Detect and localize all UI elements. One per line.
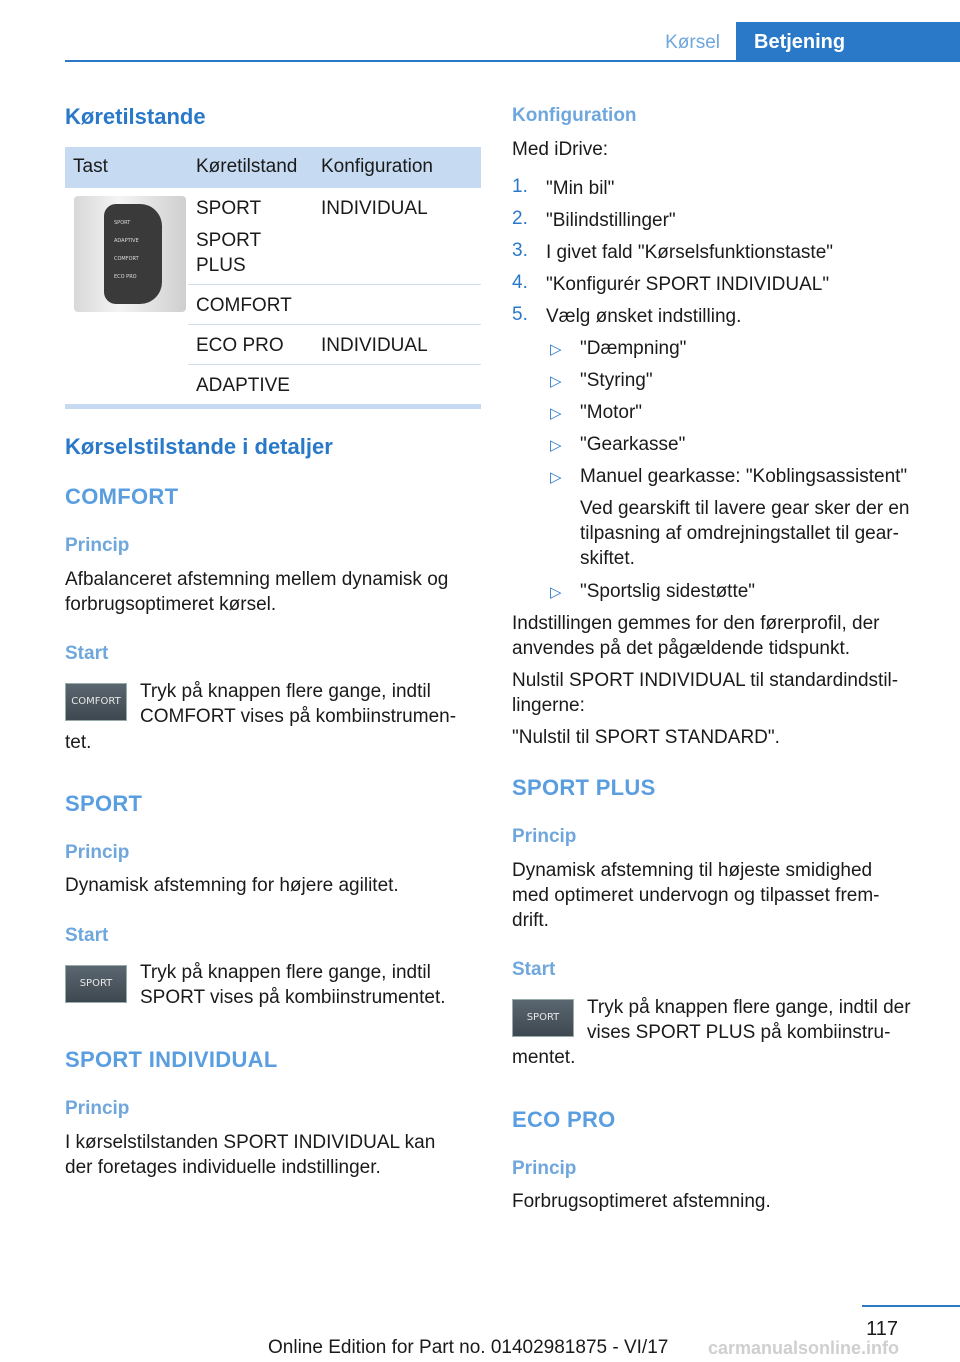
- table-row-divider: [188, 364, 481, 365]
- sport-plus-princip-heading: Princip: [512, 826, 577, 847]
- table-cell-mode-sport: SPORT: [196, 198, 262, 219]
- sport-button-image: [65, 965, 127, 1003]
- bullet-note-line3: skiftet.: [580, 548, 635, 569]
- config-heading: Konfiguration: [512, 105, 637, 126]
- sport-princip-text: Dynamisk afstemning for højere agilitet.: [65, 875, 399, 896]
- eco-pro-princip-heading: Princip: [512, 1158, 577, 1179]
- step-text: "Bilindstillinger": [546, 210, 676, 231]
- sport-start-line1: Tryk på knappen flere gange, indtil: [140, 962, 431, 983]
- step-number: 2.: [512, 208, 528, 229]
- sport-plus-princip-line1: Dynamisk afstemning til højeste smidighed: [512, 860, 873, 881]
- saved-line2: anvendes på det pågældende tidspunkt.: [512, 638, 851, 659]
- sport-princip-heading: Princip: [65, 842, 130, 863]
- step-number: 1.: [512, 176, 528, 197]
- bullet-triangle-icon: ▷: [550, 341, 562, 358]
- comfort-heading: COMFORT: [65, 484, 179, 509]
- col-header-mode: Køretilstand: [196, 156, 298, 177]
- switch-label-comfort: COMFORT: [114, 256, 139, 262]
- sport-individual-princip-line1: I kørselstilstanden SPORT INDIVIDUAL kan: [65, 1132, 436, 1153]
- col-header-config: Konfiguration: [321, 156, 433, 177]
- sport-individual-princip-line2: der foretages individuelle indstillinger.: [65, 1157, 381, 1178]
- comfort-button-image: [65, 683, 127, 721]
- page-number: 117: [866, 1318, 898, 1340]
- sport-start-line2: SPORT vises på kombiinstrumentet.: [140, 987, 446, 1008]
- sport-plus-button-image: [512, 999, 574, 1037]
- sport-plus-start-line2: vises SPORT PLUS på kombiinstru-: [587, 1022, 891, 1043]
- modes-table-header: [65, 147, 481, 188]
- header-chapter-tab[interactable]: Betjening: [736, 22, 960, 62]
- bullet-text: "Sportslig sidestøtte": [580, 581, 756, 602]
- col-header-key: Tast: [73, 156, 108, 177]
- drive-mode-switch-image: [74, 196, 186, 312]
- comfort-button-label: COMFORT: [71, 696, 121, 707]
- switch-label-adaptive: ADAPTIVE: [114, 238, 139, 244]
- table-cell-mode-comfort: COMFORT: [196, 295, 292, 316]
- bullet-triangle-icon: ▷: [550, 373, 562, 390]
- table-cell-config-row3: INDIVIDUAL: [321, 335, 428, 356]
- step-number: 5.: [512, 304, 528, 325]
- sport-individual-heading: SPORT INDIVIDUAL: [65, 1047, 278, 1072]
- comfort-princip-text: Afbalanceret afstemning mellem dynamisk og forbrugsoptimeret kørsel.: [65, 569, 449, 615]
- details-heading: Kørselstilstande i detaljer: [65, 434, 333, 459]
- sport-plus-start-heading: Start: [512, 959, 556, 980]
- comfort-start-line2: COMFORT vises på kombiinstrumen-: [140, 706, 457, 727]
- step-text: I givet fald "Kørselsfunktionstaste": [546, 242, 834, 263]
- edition-text: Online Edition for Part no. 01402981875 - VI/17: [268, 1337, 669, 1358]
- footer-rule: [862, 1305, 960, 1307]
- sport-plus-button-label: SPORT: [526, 1012, 560, 1023]
- sport-start-heading: Start: [65, 925, 109, 946]
- table-cell-mode-adaptive: ADAPTIVE: [196, 375, 290, 396]
- sport-plus-start-line1: Tryk på knappen flere gange, indtil der: [587, 997, 911, 1018]
- page-title: Køretilstande: [65, 104, 206, 129]
- table-cell-config-row1: INDIVIDUAL: [321, 198, 428, 219]
- sport-individual-princip-heading: Princip: [65, 1098, 130, 1119]
- sport-heading: SPORT: [65, 791, 143, 816]
- step-number: 4.: [512, 272, 528, 293]
- sport-plus-heading: SPORT PLUS: [512, 775, 656, 800]
- sport-plus-start-line3: mentet.: [512, 1047, 576, 1068]
- bullet-text: "Dæmpning": [580, 338, 687, 359]
- eco-pro-princip-text: Forbrugsoptimeret afstemning.: [512, 1191, 771, 1212]
- reset-line1: Nulstil SPORT INDIVIDUAL til standardindstil-: [512, 670, 899, 691]
- sport-plus-princip-line3: drift.: [512, 910, 549, 931]
- eco-pro-heading: ECO PRO: [512, 1107, 616, 1132]
- table-cell-mode-sport-plus: SPORT PLUS: [196, 230, 261, 276]
- bullet-note-line2: tilpasning af omdrejningstallet til gear-: [580, 523, 899, 544]
- switch-pad: [104, 204, 162, 304]
- bullet-note-line1: Ved gearskift til lavere gear sker der en: [580, 498, 910, 519]
- table-cell-mode-eco-pro: ECO PRO: [196, 335, 284, 356]
- saved-line1: Indstillingen gemmes for den førerprofil, der: [512, 613, 880, 634]
- sport-plus-princip-line2: med optimeret undervogn og tilpasset frem-: [512, 885, 880, 906]
- comfort-start-line3: tet.: [65, 732, 92, 753]
- step-text: Vælg ønsket indstilling.: [546, 306, 742, 327]
- bullet-text: "Motor": [580, 402, 643, 423]
- step-number: 3.: [512, 240, 528, 261]
- step-text: "Konfigurér SPORT INDIVIDUAL": [546, 274, 830, 295]
- table-row-divider: [188, 324, 481, 325]
- comfort-start-line1: Tryk på knappen flere gange, indtil: [140, 681, 431, 702]
- bullet-triangle-icon: ▷: [550, 405, 562, 422]
- bullet-text: "Gearkasse": [580, 434, 686, 455]
- bullet-text: "Styring": [580, 370, 653, 391]
- bullet-text: Manuel gearkasse: "Koblingsassistent": [580, 466, 908, 487]
- reset-line2: lingerne:: [512, 695, 585, 716]
- config-intro: Med iDrive:: [512, 139, 609, 160]
- switch-label-sport: SPORT: [114, 220, 131, 226]
- bullet-triangle-icon: ▷: [550, 469, 562, 486]
- header-rule: [65, 60, 960, 62]
- bullet-triangle-icon: ▷: [550, 437, 562, 454]
- sport-button-label: SPORT: [79, 978, 113, 989]
- comfort-princip-heading: Princip: [65, 535, 130, 556]
- table-row-divider: [188, 284, 481, 285]
- comfort-start-heading: Start: [65, 643, 109, 664]
- reset-command: "Nulstil til SPORT STANDARD".: [512, 727, 780, 748]
- table-bottom-rule: [65, 404, 481, 409]
- header-section-tab[interactable]: Kørsel: [665, 32, 720, 53]
- step-text: "Min bil": [546, 178, 615, 199]
- bullet-triangle-icon: ▷: [550, 584, 562, 601]
- switch-label-eco-pro: ECO PRO: [114, 274, 137, 280]
- watermark: carmanualsonline.info: [708, 1338, 900, 1358]
